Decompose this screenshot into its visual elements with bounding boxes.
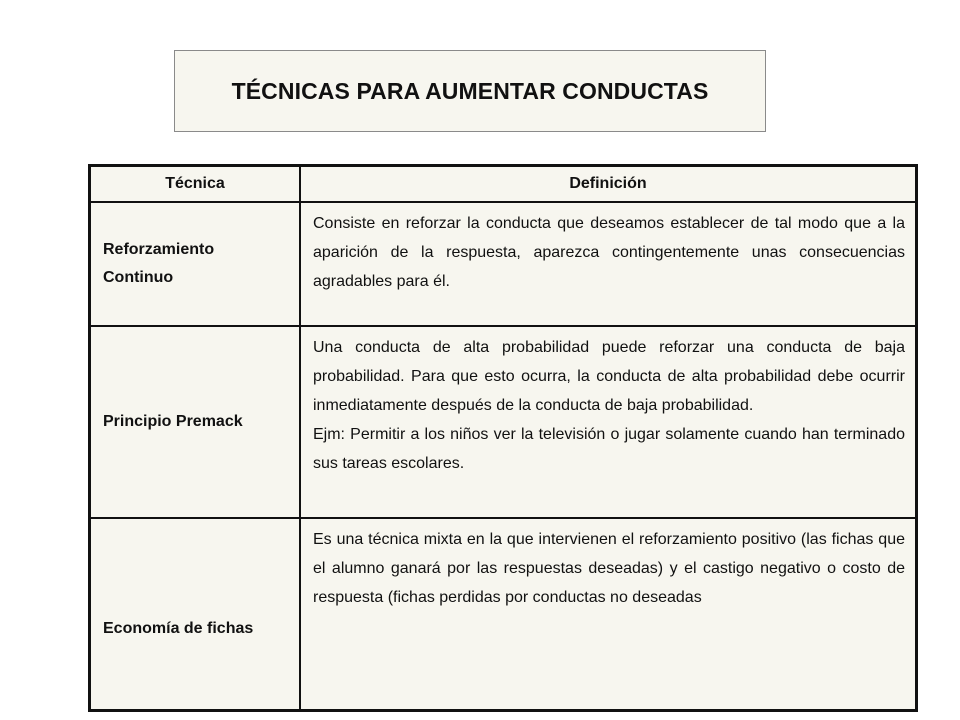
table-row [90,202,917,326]
table-header-row [90,166,917,203]
definicion-cell [300,518,917,711]
definicion-cell [300,326,917,518]
header-tecnica: Técnica [90,166,301,203]
table-row [90,326,917,518]
definicion-text: Consiste en reforzar la conducta que deseamos establecer de tal modo que a la aparición de la respuesta, aparezca contingentemente unas consecuencias agradables para él. [313,215,905,290]
header-definicion: Definición [300,166,917,203]
page-title: TÉCNICAS PARA AUMENTAR CONDUCTAS [231,77,709,104]
title-box [174,50,766,132]
techniques-table [88,164,918,712]
definicion-text: Es una técnica mixta en la que intervienen el reforzamiento positivo (las fichas que el alumno ganará por las respuestas deseadas) y el castigo negativo o costo de respuesta (fichas perdidas por conductas no deseadas [313,531,905,606]
definicion-cell [300,202,917,326]
definicion-example: Ejm: Permitir a los niños ver la televisión o jugar solamente cuando han terminado sus tareas escolares. [313,426,905,472]
definicion-text: Una conducta de alta probabilidad puede reforzar una conducta de baja probabilidad. Para que esto ocurra, la conducta de alta probabilidad debe ocurrir inmediatamente después de la conducta de baja probabilidad. [313,339,905,414]
tecnica-cell: Principio Premack [90,326,301,518]
tecnica-cell: Economía de fichas [90,518,301,711]
tecnica-cell: Reforzamiento Continuo [90,202,301,326]
table-row [90,518,917,711]
